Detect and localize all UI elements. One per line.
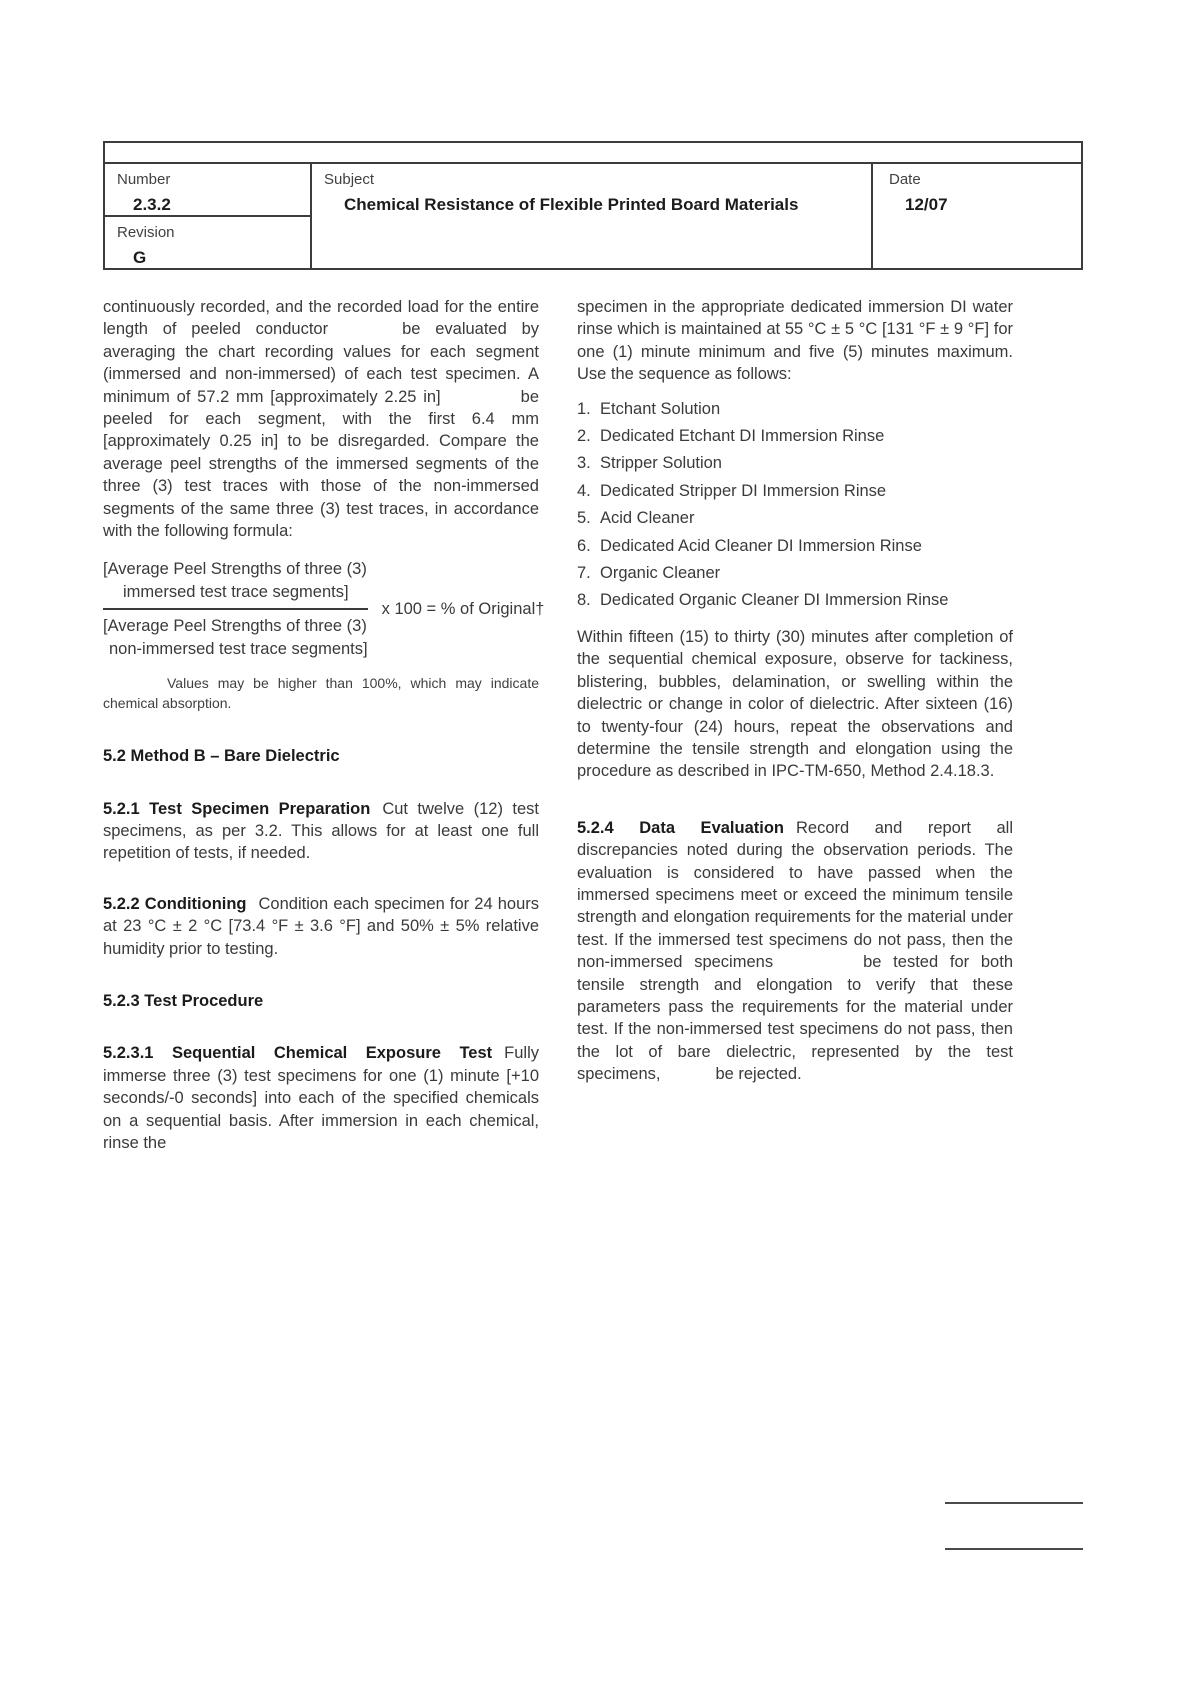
list-item-text: Dedicated Etchant DI Immersion Rinse [600, 427, 885, 446]
revision-value: G [133, 248, 147, 267]
paragraph-text: be evaluated by averaging the chart recording values for each segment (immersed and non-immersed) of each test specimen. A minimum of 57.2 mm [approximately 2.25 in] [103, 320, 540, 406]
section-5-2-4-heading: 5.2.4 Data Evaluation [577, 818, 784, 837]
section-5-2-1-body: Cut twelve (12) test specimens, as per 3.2. This allows for at least one full repetition of tests, if needed. [103, 799, 539, 863]
list-item [577, 507, 1013, 529]
left-column [103, 296, 545, 1154]
section-5-2-4 [577, 817, 1013, 1086]
formula-denominator-line1: [Average Peel Strengths of three (3) [103, 617, 367, 636]
peel-strength-formula [103, 558, 545, 660]
date-value: 12/07 [905, 195, 948, 214]
number-value: 2.3.2 [133, 195, 171, 214]
section-5-2-1-heading: 5.2.1 Test Specimen Preparation [103, 799, 371, 818]
list-item-number: 2. [577, 427, 591, 446]
list-item-number: 3. [577, 454, 591, 473]
section-5-2-3-heading: 5.2.3 Test Procedure [103, 991, 264, 1010]
list-item-number: 5. [577, 509, 591, 528]
paragraph-text: be peeled for each segment, with the first 6.4 mm [approximately 0.25 in] to be disregarded. Compare the average peel strengths of the immersed segments of the three (3) test traces with those of the non-immersed segments of the same three (3) test traces, in accordance with the following formula: [103, 387, 539, 541]
redacted-gap [660, 1078, 715, 1079]
list-item-text: Dedicated Organic Cleaner DI Immersion Rinse [600, 591, 949, 610]
formula-numerator-line1: [Average Peel Strengths of three (3) [103, 560, 367, 579]
sequence-list [577, 398, 1013, 612]
section-5-2-4-body: be rejected. [715, 1065, 802, 1084]
subject-label: Subject [324, 171, 375, 188]
section-5-2-4-body: be tested for both tensile strength and elongation to verify that these parameters pass the requirements for the material under test. If the non-immersed test specimens do not pass, then the lot of bare dielectric, represented by the test specimens, [577, 953, 1013, 1084]
right-column [577, 296, 1013, 1086]
number-cell [105, 164, 310, 217]
list-item-text: Acid Cleaner [600, 509, 695, 528]
bottom-rule-2 [945, 1548, 1083, 1550]
revision-label: Revision [117, 224, 175, 241]
list-item [577, 562, 1013, 584]
list-item-text: Etchant Solution [600, 399, 721, 418]
subject-cell [312, 164, 873, 268]
section-5-2-3-1 [103, 1042, 539, 1154]
header-top-band [105, 143, 1081, 164]
list-item [577, 452, 1013, 474]
list-item [577, 425, 1013, 447]
redacted-gap [328, 333, 402, 334]
list-item-text: Dedicated Stripper DI Immersion Rinse [600, 481, 887, 500]
date-label: Date [889, 171, 921, 188]
paragraph-rinse: specimen in the appropriate dedicated immersion DI water rinse which is maintained at 55 °C ± 5 °C [131 °F ± 9 °F] for one (1) minute minimum and five (5) minutes maximum. Use the sequence as follows: [577, 298, 1013, 384]
formula-numerator-line2: immersed test trace segments] [123, 582, 349, 601]
paragraph-text: continuously recorded, and the recorded load for the entire length of peeled conductor [103, 298, 539, 339]
header-box [103, 141, 1083, 270]
section-5-2-3-1-body: Fully immerse three (3) test specimens for one (1) minute [+10 seconds/-0 seconds] into each of the specified chemicals on a sequential basis. After immersion in each chemical, rinse the [103, 1044, 539, 1152]
subject-value: Chemical Resistance of Flexible Printed Board Materials [344, 195, 799, 214]
list-item [577, 535, 1013, 557]
footnote: Values may be higher than 100%, which may indicate chemical absorption. [103, 675, 539, 711]
list-item-text: Dedicated Acid Cleaner DI Immersion Rinse [600, 536, 922, 555]
section-5-2-4-body: Record and report all discrepancies noted during the observation periods. The evaluation is considered to have passed when the immersed specimens meet or exceed the minimum tensile strength and elongation requirements for the material under test. If the immersed test specimens do not pass, then the non-immersed specimens [577, 818, 1013, 972]
list-item-number: 6. [577, 536, 591, 555]
date-cell [873, 164, 1081, 268]
list-item [577, 589, 1013, 611]
list-item-text: Organic Cleaner [600, 564, 721, 583]
revision-cell [105, 217, 310, 268]
list-item-number: 8. [577, 591, 591, 610]
paragraph-observation: Within fifteen (15) to thirty (30) minutes after completion of the sequential chemical exposure, observe for tackiness, blistering, bubbles, delamination, or swelling within the dielectric or change in color of dielectric. After sixteen (16) to twenty-four (24) hours, repeat the observations and determine the tensile strength and elongation using the procedure as described in IPC-TM-650, Method 2.4.18.3. [577, 627, 1013, 781]
list-item-text: Stripper Solution [600, 454, 722, 473]
redacted-gap [773, 966, 863, 967]
formula-fraction [103, 558, 368, 660]
bottom-rule-1 [945, 1502, 1083, 1504]
header-left-column [105, 164, 312, 268]
redacted-gap [441, 401, 521, 402]
list-item-number: 7. [577, 564, 591, 583]
list-item [577, 398, 1013, 420]
section-5-2-3-1-heading: 5.2.3.1 Sequential Chemical Exposure Test [103, 1044, 493, 1063]
paragraph-continuation [103, 296, 539, 542]
list-item-number: 1. [577, 399, 591, 418]
section-5-2-2-body: Condition each specimen for 24 hours at 23 °C ± 2 °C [73.4 °F ± 3.6 °F] and 50% ± 5% relative humidity prior to testing. [103, 894, 539, 958]
formula-fraction-bar [103, 608, 368, 610]
formula-denominator-line2: non-immersed test trace segments] [109, 639, 368, 658]
section-5-2-2 [103, 893, 539, 960]
number-label: Number [117, 171, 171, 188]
list-item [577, 480, 1013, 502]
section-5-2-1 [103, 798, 539, 865]
section-5-2-2-heading: 5.2.2 Conditioning [103, 894, 247, 913]
section-5-2-heading: 5.2 Method B – Bare Dielectric [103, 747, 340, 766]
list-item-number: 4. [577, 481, 591, 500]
header-columns [105, 164, 1081, 268]
formula-right-side: x 100 = % of Original† [381, 600, 545, 619]
